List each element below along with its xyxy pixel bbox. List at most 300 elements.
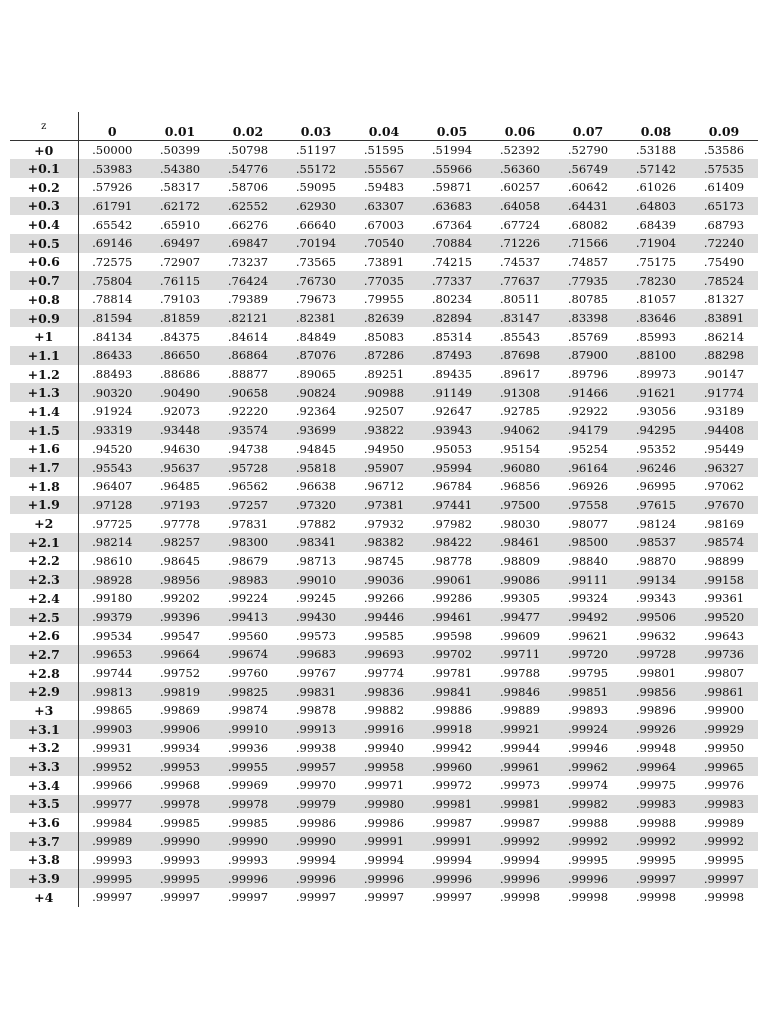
probability-cell: .89251 — [363, 367, 405, 382]
probability-cell: .72907 — [159, 254, 201, 269]
probability-cell: .99992 — [567, 834, 609, 849]
probability-cell: .95637 — [159, 460, 201, 475]
probability-cell: .98610 — [92, 553, 133, 568]
probability-cell: .99506 — [635, 610, 677, 625]
probability-cell: .97932 — [363, 516, 405, 531]
probability-cell: .98124 — [635, 516, 677, 531]
z-value-cell: +3 — [10, 701, 78, 720]
probability-cell: .96784 — [431, 479, 473, 494]
probability-cell: .67364 — [431, 217, 473, 232]
probability-cell: .99286 — [431, 591, 473, 606]
probability-cell: .86650 — [159, 348, 201, 363]
probability-cell: .99896 — [635, 703, 677, 718]
probability-cell: .99180 — [92, 591, 133, 606]
probability-cell: .69847 — [227, 236, 269, 251]
probability-cell: .65173 — [703, 198, 745, 213]
probability-cell: .99918 — [431, 722, 473, 737]
table-row — [10, 682, 758, 701]
probability-cell: .91466 — [567, 385, 609, 400]
probability-cell: .85314 — [431, 329, 473, 344]
probability-cell: .98778 — [431, 553, 473, 568]
probability-cell: .89617 — [499, 367, 541, 382]
probability-cell: .53188 — [635, 143, 677, 158]
probability-cell: .57142 — [635, 161, 677, 176]
probability-cell: .99993 — [92, 852, 133, 867]
column-header-3: 0.03 — [282, 112, 350, 141]
table-row — [10, 739, 758, 758]
probability-cell: .99992 — [703, 834, 745, 849]
probability-cell: .74857 — [567, 254, 609, 269]
probability-cell: .99983 — [635, 796, 677, 811]
probability-cell: .99693 — [363, 647, 405, 662]
probability-cell: .85769 — [567, 329, 609, 344]
probability-cell: .99994 — [363, 852, 405, 867]
table-row — [10, 215, 758, 234]
probability-cell: .84614 — [227, 329, 269, 344]
probability-cell: .77035 — [363, 273, 405, 288]
probability-cell: .99379 — [92, 610, 133, 625]
probability-cell: .72240 — [703, 236, 745, 251]
probability-cell: .96638 — [295, 479, 337, 494]
probability-cell: .99998 — [703, 890, 745, 905]
probability-cell: .99934 — [159, 740, 201, 755]
probability-cell: .99158 — [703, 572, 745, 587]
table-row — [10, 757, 758, 776]
probability-cell: .97778 — [159, 516, 201, 531]
probability-cell: .99924 — [567, 722, 609, 737]
probability-cell: .58706 — [227, 180, 269, 195]
probability-cell: .99324 — [567, 591, 609, 606]
probability-cell: .95994 — [431, 460, 473, 475]
z-value-cell: +1.1 — [10, 346, 78, 365]
table-row — [10, 626, 758, 645]
probability-cell: .99224 — [227, 591, 269, 606]
probability-cell: .99984 — [92, 815, 133, 830]
probability-cell: .78524 — [703, 273, 745, 288]
probability-cell: .99547 — [159, 628, 201, 643]
probability-cell: .99990 — [295, 834, 337, 849]
probability-cell: .91924 — [92, 404, 133, 419]
probability-cell: .90988 — [363, 385, 405, 400]
probability-cell: .63683 — [431, 198, 473, 213]
probability-cell: .99983 — [703, 796, 745, 811]
probability-cell: .92073 — [159, 404, 201, 419]
probability-cell: .88298 — [703, 348, 745, 363]
table-row — [10, 159, 758, 178]
probability-cell: .78230 — [635, 273, 677, 288]
probability-cell: .84134 — [92, 329, 133, 344]
probability-cell: .79389 — [227, 292, 269, 307]
probability-cell: .87900 — [567, 348, 609, 363]
probability-cell: .99981 — [431, 796, 473, 811]
table-body — [10, 141, 758, 907]
probability-cell: .89065 — [295, 367, 337, 382]
probability-cell: .52790 — [567, 143, 609, 158]
z-value-cell: +2 — [10, 514, 78, 533]
probability-cell: .96080 — [499, 460, 541, 475]
probability-cell: .99979 — [295, 796, 337, 811]
table-row — [10, 533, 758, 552]
probability-cell: .64058 — [499, 198, 541, 213]
probability-cell: .99767 — [295, 666, 337, 681]
probability-cell: .99992 — [635, 834, 677, 849]
probability-cell: .51595 — [363, 143, 405, 158]
probability-cell: .81057 — [635, 292, 677, 307]
probability-cell: .99831 — [295, 684, 337, 699]
probability-cell: .98500 — [567, 535, 609, 550]
probability-cell: .99989 — [703, 815, 745, 830]
probability-cell: .93056 — [635, 404, 677, 419]
probability-cell: .66276 — [227, 217, 269, 232]
probability-cell: .99987 — [431, 815, 473, 830]
probability-cell: .98899 — [703, 553, 745, 568]
standard-normal-table — [10, 112, 758, 907]
z-value-cell: +0.8 — [10, 290, 78, 309]
probability-cell: .99995 — [159, 871, 201, 886]
probability-cell: .99760 — [227, 666, 269, 681]
probability-cell: .61409 — [703, 180, 745, 195]
probability-cell: .64431 — [567, 198, 609, 213]
probability-cell: .99993 — [159, 852, 201, 867]
probability-cell: .99720 — [567, 647, 609, 662]
z-value-cell: +2.2 — [10, 552, 78, 571]
probability-cell: .74537 — [499, 254, 541, 269]
probability-cell: .96485 — [159, 479, 201, 494]
probability-cell: .99980 — [363, 796, 405, 811]
probability-cell: .99910 — [227, 722, 269, 737]
probability-cell: .97381 — [363, 497, 405, 512]
probability-cell: .97831 — [227, 516, 269, 531]
z-value-cell: +1.7 — [10, 458, 78, 477]
probability-cell: .99953 — [159, 759, 201, 774]
probability-cell: .99856 — [635, 684, 677, 699]
column-header-2: 0.02 — [214, 112, 282, 141]
probability-cell: .99886 — [431, 703, 473, 718]
probability-cell: .99936 — [227, 740, 269, 755]
probability-cell: .99900 — [703, 703, 745, 718]
probability-cell: .99976 — [703, 778, 745, 793]
probability-cell: .71904 — [635, 236, 677, 251]
probability-cell: .99305 — [499, 591, 541, 606]
z-value-cell: +2.7 — [10, 645, 78, 664]
probability-cell: .99994 — [295, 852, 337, 867]
probability-cell: .99774 — [363, 666, 405, 681]
probability-cell: .99985 — [227, 815, 269, 830]
probability-cell: .99996 — [567, 871, 609, 886]
probability-cell: .99841 — [431, 684, 473, 699]
table-row — [10, 346, 758, 365]
probability-cell: .96407 — [92, 479, 133, 494]
probability-cell: .93448 — [159, 423, 201, 438]
probability-cell: .70540 — [363, 236, 405, 251]
probability-cell: .99430 — [295, 610, 337, 625]
probability-cell: .99929 — [703, 722, 745, 737]
probability-cell: .85083 — [363, 329, 405, 344]
probability-cell: .99997 — [363, 890, 405, 905]
probability-cell: .66640 — [295, 217, 337, 232]
table-row — [10, 832, 758, 851]
probability-cell: .99819 — [159, 684, 201, 699]
probability-cell: .99961 — [499, 759, 541, 774]
probability-cell: .57926 — [92, 180, 133, 195]
probability-cell: .99343 — [635, 591, 677, 606]
probability-cell: .98679 — [227, 553, 269, 568]
probability-cell: .67003 — [363, 217, 405, 232]
probability-cell: .99245 — [295, 591, 337, 606]
probability-cell: .97725 — [92, 516, 133, 531]
probability-cell: .67724 — [499, 217, 541, 232]
probability-cell: .56360 — [499, 161, 541, 176]
probability-cell: .68793 — [703, 217, 745, 232]
z-table-container — [10, 112, 758, 907]
probability-cell: .80234 — [431, 292, 473, 307]
table-row — [10, 776, 758, 795]
probability-cell: .97128 — [92, 497, 133, 512]
probability-cell: .70194 — [295, 236, 337, 251]
z-value-cell: +2.5 — [10, 608, 78, 627]
probability-cell: .98257 — [159, 535, 201, 550]
z-value-cell: +1.3 — [10, 383, 78, 402]
probability-cell: .89435 — [431, 367, 473, 382]
z-value-cell: +1.9 — [10, 496, 78, 515]
column-header-7: 0.07 — [554, 112, 622, 141]
z-value-cell: +2.9 — [10, 682, 78, 701]
probability-cell: .95053 — [431, 441, 473, 456]
probability-cell: .99971 — [363, 778, 405, 793]
probability-cell: .99974 — [567, 778, 609, 793]
probability-cell: .99995 — [635, 852, 677, 867]
probability-cell: .99960 — [431, 759, 473, 774]
probability-cell: .99861 — [703, 684, 745, 699]
probability-cell: .97193 — [159, 497, 201, 512]
probability-cell: .99996 — [227, 871, 269, 886]
probability-cell: .99997 — [431, 890, 473, 905]
probability-cell: .96327 — [703, 460, 745, 475]
probability-cell: .85993 — [635, 329, 677, 344]
probability-cell: .94738 — [227, 441, 269, 456]
probability-cell: .92922 — [567, 404, 609, 419]
probability-cell: .79955 — [363, 292, 405, 307]
probability-cell: .99781 — [431, 666, 473, 681]
probability-cell: .99997 — [227, 890, 269, 905]
probability-cell: .99874 — [227, 703, 269, 718]
probability-cell: .64803 — [635, 198, 677, 213]
probability-cell: .98169 — [703, 516, 745, 531]
probability-cell: .99477 — [499, 610, 541, 625]
probability-cell: .72575 — [92, 254, 133, 269]
table-row — [10, 888, 758, 907]
probability-cell: .96562 — [227, 479, 269, 494]
table-row — [10, 141, 758, 160]
probability-cell: .99111 — [567, 572, 609, 587]
probability-cell: .97882 — [295, 516, 337, 531]
probability-cell: .95254 — [567, 441, 609, 456]
probability-cell: .97320 — [295, 497, 337, 512]
probability-cell: .73565 — [295, 254, 337, 269]
probability-cell: .99938 — [295, 740, 337, 755]
probability-cell: .99995 — [567, 852, 609, 867]
probability-cell: .99987 — [499, 815, 541, 830]
probability-cell: .99520 — [703, 610, 745, 625]
table-row — [10, 421, 758, 440]
probability-cell: .98030 — [499, 516, 541, 531]
probability-cell: .80511 — [499, 292, 541, 307]
probability-cell: .99878 — [295, 703, 337, 718]
probability-cell: .96926 — [567, 479, 609, 494]
probability-cell: .99969 — [227, 778, 269, 793]
probability-cell: .87286 — [363, 348, 405, 363]
probability-cell: .99991 — [431, 834, 473, 849]
table-row — [10, 197, 758, 216]
probability-cell: .68439 — [635, 217, 677, 232]
probability-cell: .99134 — [635, 572, 677, 587]
z-value-cell: +3.2 — [10, 739, 78, 758]
z-value-cell: +1.5 — [10, 421, 78, 440]
probability-cell: .93189 — [703, 404, 745, 419]
table-row — [10, 552, 758, 571]
probability-cell: .99988 — [635, 815, 677, 830]
probability-cell: .94520 — [92, 441, 133, 456]
probability-cell: .99962 — [567, 759, 609, 774]
probability-cell: .89796 — [567, 367, 609, 382]
probability-cell: .84375 — [159, 329, 201, 344]
probability-cell: .77637 — [499, 273, 541, 288]
probability-cell: .98840 — [567, 553, 609, 568]
probability-cell: .98928 — [92, 572, 133, 587]
z-value-cell: +2.8 — [10, 664, 78, 683]
probability-cell: .99986 — [363, 815, 405, 830]
probability-cell: .99978 — [227, 796, 269, 811]
probability-cell: .91308 — [499, 385, 541, 400]
probability-cell: .99893 — [567, 703, 609, 718]
table-row — [10, 851, 758, 870]
probability-cell: .55567 — [363, 161, 405, 176]
column-header-5: 0.05 — [418, 112, 486, 141]
probability-cell: .85543 — [499, 329, 541, 344]
table-row — [10, 383, 758, 402]
probability-cell: .99788 — [499, 666, 541, 681]
probability-cell: .99968 — [159, 778, 201, 793]
probability-cell: .98077 — [567, 516, 609, 531]
probability-cell: .50798 — [227, 143, 269, 158]
probability-cell: .94179 — [567, 423, 609, 438]
z-value-cell: +2.6 — [10, 626, 78, 645]
probability-cell: .75490 — [703, 254, 745, 269]
probability-cell: .99882 — [363, 703, 405, 718]
probability-cell: .99950 — [703, 740, 745, 755]
probability-cell: .86214 — [703, 329, 745, 344]
probability-cell: .52392 — [499, 143, 541, 158]
probability-cell: .82121 — [227, 311, 269, 326]
probability-cell: .75175 — [635, 254, 677, 269]
probability-cell: .99492 — [567, 610, 609, 625]
table-row — [10, 327, 758, 346]
probability-cell: .90824 — [295, 385, 337, 400]
probability-cell: .99996 — [295, 871, 337, 886]
probability-cell: .99061 — [431, 572, 473, 587]
probability-cell: .99985 — [159, 815, 201, 830]
probability-cell: .55966 — [431, 161, 473, 176]
probability-cell: .99972 — [431, 778, 473, 793]
header-row — [10, 112, 758, 141]
probability-cell: .98574 — [703, 535, 745, 550]
probability-cell: .50000 — [92, 143, 133, 158]
z-value-cell: +1.2 — [10, 365, 78, 384]
probability-cell: .99266 — [363, 591, 405, 606]
probability-cell: .99990 — [159, 834, 201, 849]
z-value-cell: +3.1 — [10, 720, 78, 739]
probability-cell: .99997 — [159, 890, 201, 905]
probability-cell: .79103 — [159, 292, 201, 307]
probability-cell: .99955 — [227, 759, 269, 774]
probability-cell: .98809 — [499, 553, 541, 568]
probability-cell: .94062 — [499, 423, 541, 438]
table-row — [10, 477, 758, 496]
probability-cell: .99836 — [363, 684, 405, 699]
probability-cell: .99560 — [227, 628, 269, 643]
z-value-cell: +3.5 — [10, 795, 78, 814]
probability-cell: .99903 — [92, 722, 133, 737]
probability-cell: .99664 — [159, 647, 201, 662]
probability-cell: .62930 — [295, 198, 337, 213]
probability-cell: .88493 — [92, 367, 133, 382]
probability-cell: .99683 — [295, 647, 337, 662]
column-header-6: 0.06 — [486, 112, 554, 141]
z-value-cell: +3.7 — [10, 832, 78, 851]
z-value-cell: +3.8 — [10, 851, 78, 870]
column-header-9: 0.09 — [690, 112, 758, 141]
probability-cell: .99643 — [703, 628, 745, 643]
probability-cell: .99997 — [92, 890, 133, 905]
probability-cell: .95543 — [92, 460, 133, 475]
probability-cell: .98870 — [635, 553, 677, 568]
table-row — [10, 290, 758, 309]
probability-cell: .99970 — [295, 778, 337, 793]
z-value-cell: +3.9 — [10, 869, 78, 888]
probability-cell: .98713 — [295, 553, 337, 568]
table-row — [10, 458, 758, 477]
z-value-cell: +0.9 — [10, 309, 78, 328]
probability-cell: .99744 — [92, 666, 133, 681]
probability-cell: .83891 — [703, 311, 745, 326]
table-row — [10, 720, 758, 739]
probability-cell: .93319 — [92, 423, 133, 438]
table-row — [10, 178, 758, 197]
z-value-cell: +0.7 — [10, 271, 78, 290]
probability-cell: .69497 — [159, 236, 201, 251]
z-value-cell: +1.8 — [10, 477, 78, 496]
probability-cell: .94408 — [703, 423, 745, 438]
probability-cell: .99202 — [159, 591, 201, 606]
probability-cell: .76730 — [295, 273, 337, 288]
probability-cell: .88877 — [227, 367, 269, 382]
probability-cell: .61026 — [635, 180, 677, 195]
z-value-cell: +3.6 — [10, 813, 78, 832]
probability-cell: .99973 — [499, 778, 541, 793]
z-value-cell: +4 — [10, 888, 78, 907]
probability-cell: .92647 — [431, 404, 473, 419]
probability-cell: .60642 — [567, 180, 609, 195]
probability-cell: .99851 — [567, 684, 609, 699]
probability-cell: .99906 — [159, 722, 201, 737]
z-value-cell: +0.3 — [10, 197, 78, 216]
probability-cell: .75804 — [92, 273, 133, 288]
probability-cell: .99865 — [92, 703, 133, 718]
table-row — [10, 589, 758, 608]
probability-cell: .99621 — [567, 628, 609, 643]
probability-cell: .99996 — [431, 871, 473, 886]
table-row — [10, 701, 758, 720]
